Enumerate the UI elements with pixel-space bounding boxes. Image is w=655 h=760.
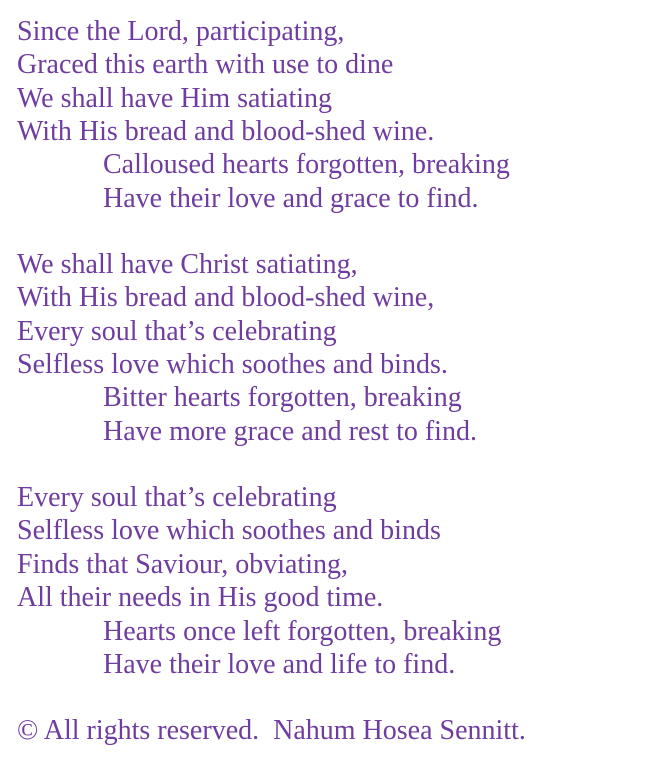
poem-line: Graced this earth with use to dine	[17, 49, 394, 81]
poem-line: Selfless love which soothes and binds.	[17, 349, 448, 381]
poem-line: Every soul that’s celebrating	[17, 315, 337, 347]
poem-line: Since the Lord, participating,	[17, 16, 345, 47]
poem-line: Every soul that’s celebrating	[17, 482, 337, 514]
poem-line-indented: Hearts once left forgotten, breaking	[103, 615, 502, 647]
copyright-line: © All rights reserved. Nahum Hosea Sennitt.	[17, 715, 526, 747]
poem-line-indented: Have their love and life to find.	[103, 648, 456, 680]
poem-line: Selfless love which soothes and binds	[17, 515, 441, 547]
poem-line: We shall have Him satiating	[17, 82, 332, 114]
stanza-2	[17, 248, 645, 448]
poem-line: Finds that Saviour, obviating,	[17, 548, 348, 580]
poem-line: We shall have Christ satiating,	[17, 249, 358, 281]
poem-line-indented: Bitter hearts forgotten, breaking	[103, 382, 462, 414]
poem-line: All their needs in His good time.	[17, 582, 384, 614]
poem-line: With His bread and blood-shed wine.	[17, 116, 435, 148]
poem-line-indented: Calloused hearts forgotten, breaking	[103, 149, 510, 181]
stanza-1	[17, 15, 645, 215]
poem-line-indented: Have their love and grace to find.	[103, 182, 479, 214]
poem-line-indented: Have more grace and rest to find.	[103, 415, 477, 447]
stanza-3	[17, 481, 645, 681]
poem-line: With His bread and blood-shed wine,	[17, 282, 435, 314]
